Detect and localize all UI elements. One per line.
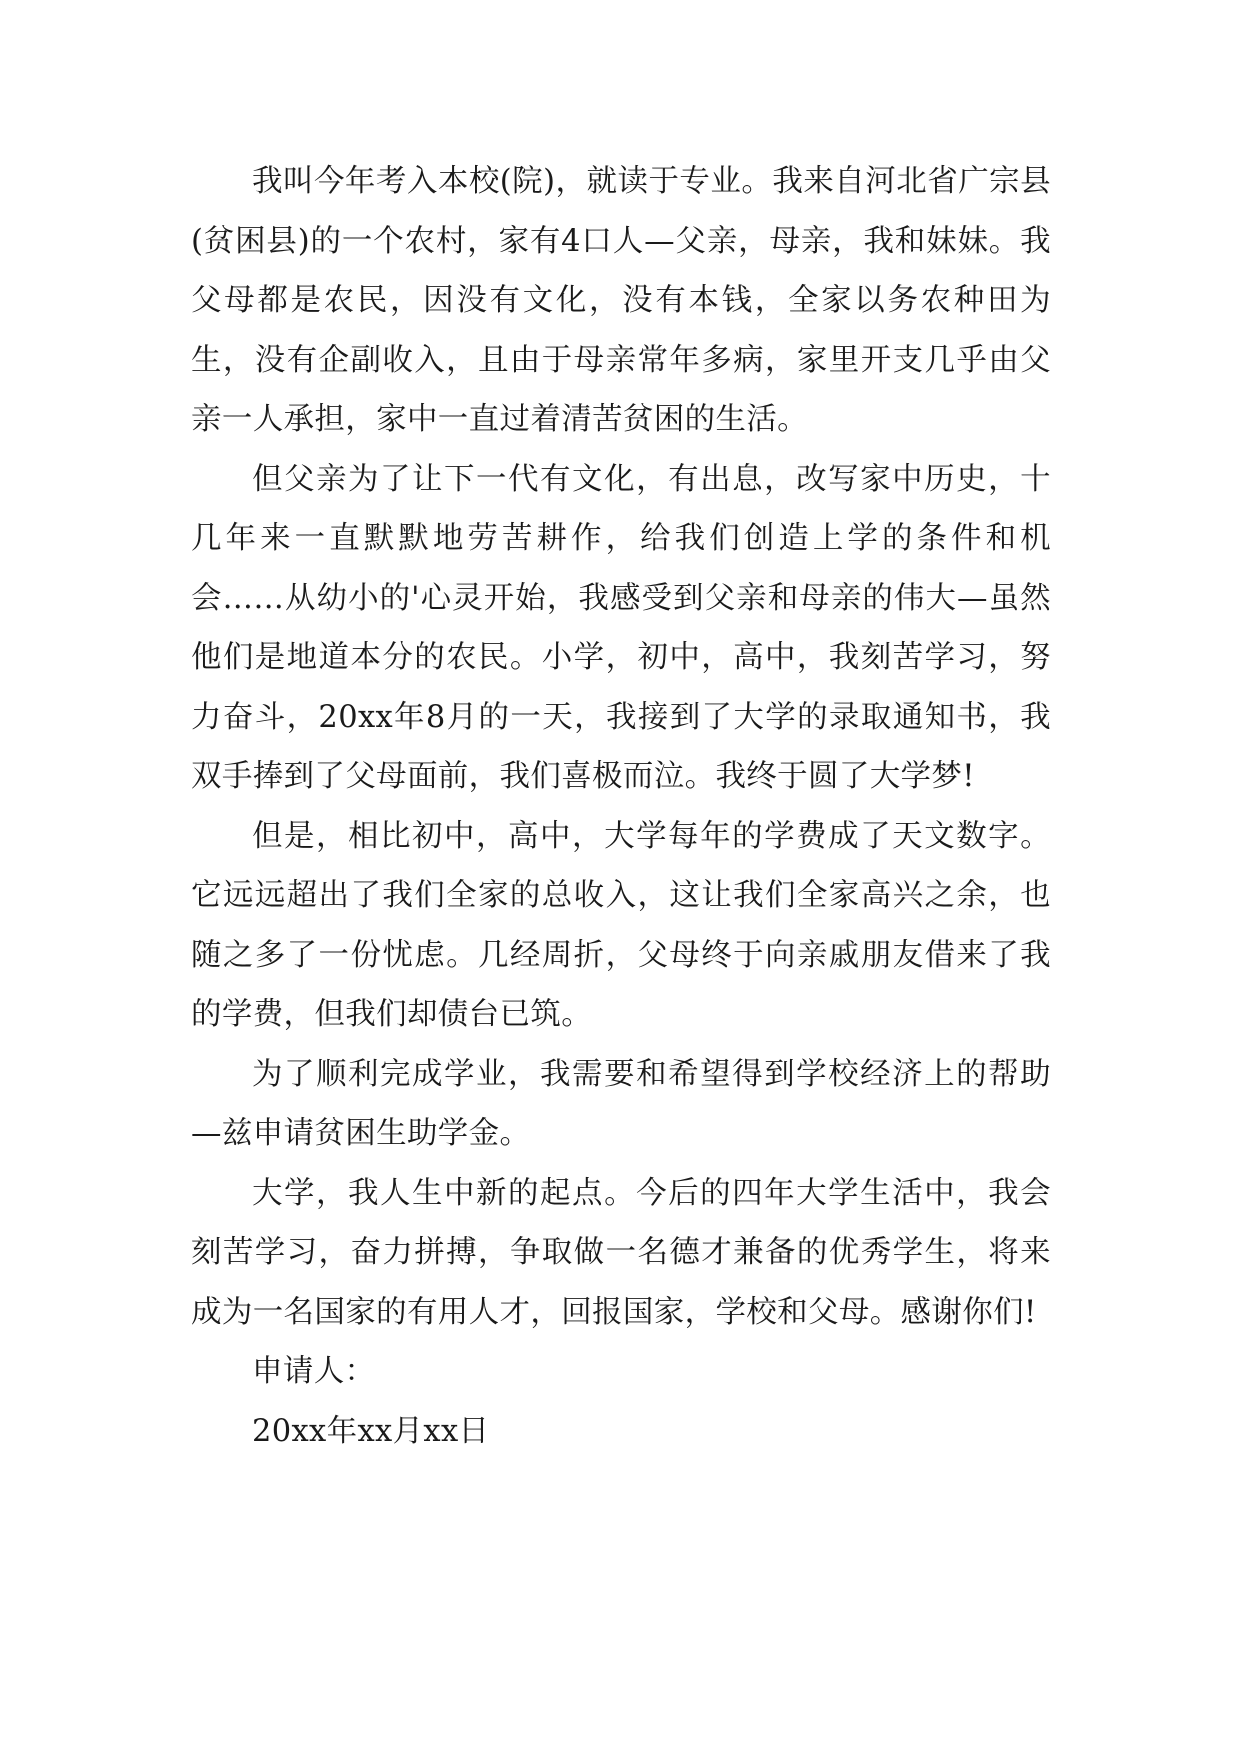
paragraph-5: 大学，我人生中新的起点。今后的四年大学生活中，我会刻苦学习，奋力拼搏，争取做一名德才兼备的优秀学生，将来成为一名国家的有用人才，回报国家，学校和父母。感谢你们! <box>191 1175 1051 1330</box>
paragraph-2: 但父亲为了让下一代有文化，有出息，改写家中历史，十几年来一直默默地劳苦耕作，给我们创造上学的条件和机会……从幼小的'心灵开始，我感受到父亲和母亲的伟大—虽然他们是地道本分的农民。小学，初中，高中，我刻苦学习，努力奋斗，20xx年8月的一天，我接到了大学的录取通知书，我双手捧到了父母面前，我们喜极而泣。我终于圆了大学梦! <box>191 461 1051 794</box>
date-line: 20xx年xx月xx日 <box>252 1413 490 1449</box>
signature-line: 申请人： <box>252 1354 376 1389</box>
paragraph-3: 但是，相比初中，高中，大学每年的学费成了天文数字。它远远超出了我们全家的总收入，这让我们全家高兴之余，也随之多了一份忧虑。几经周折，父母终于向亲戚朋友借来了我的学费，但我们却债台已筑。 <box>191 818 1051 1032</box>
document-body <box>191 152 1051 1461</box>
paragraph-1: 我叫今年考入本校(院)，就读于专业。我来自河北省广宗县(贫困县)的一个农村，家有4口人—父亲，母亲，我和妹妹。我父母都是农民，因没有文化，没有本钱，全家以务农种田为生，没有企副收入，且由于母亲常年多病，家里开支几乎由父亲一人承担，家中一直过着清苦贫困的生活。 <box>191 164 1051 437</box>
paragraph-4: 为了顺利完成学业，我需要和希望得到学校经济上的帮助—兹申请贫困生助学金。 <box>191 1056 1051 1151</box>
